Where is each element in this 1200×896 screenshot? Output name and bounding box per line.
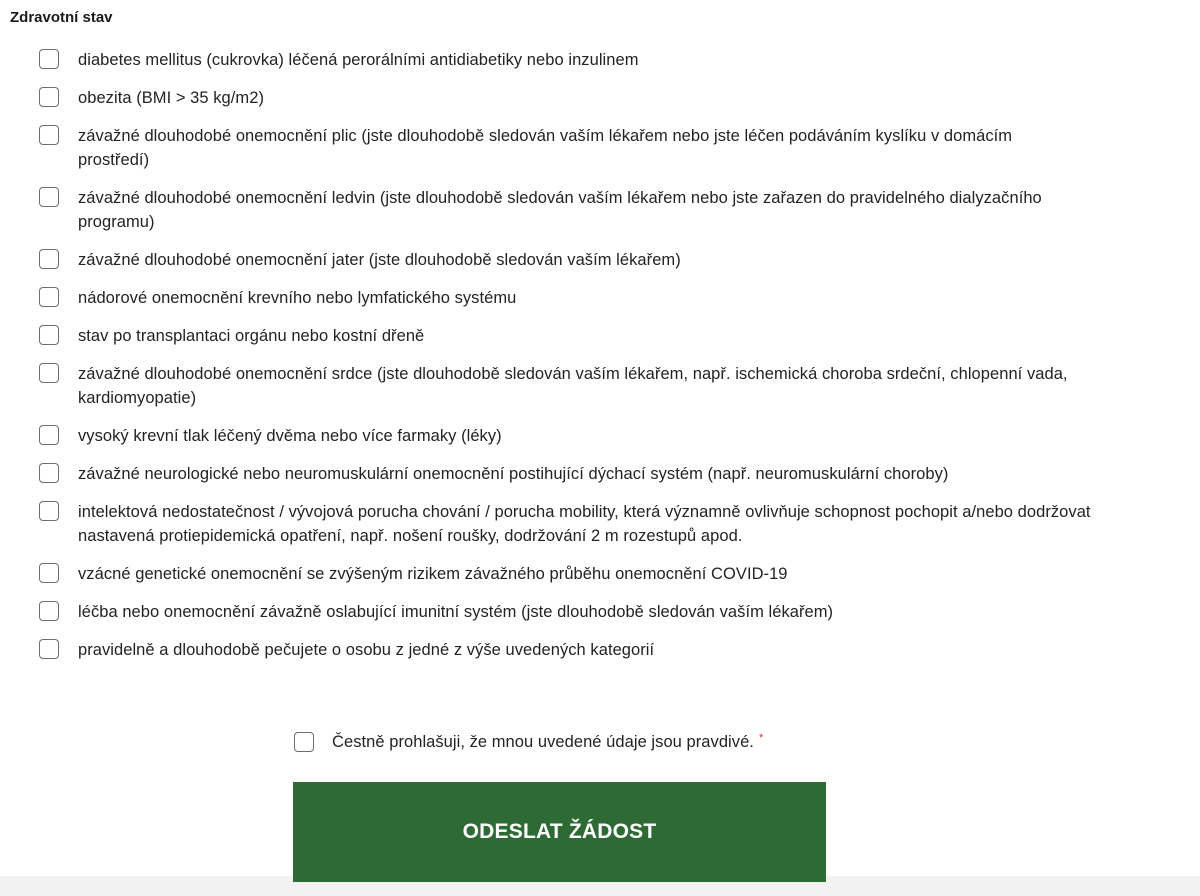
checkbox-liver[interactable] — [39, 249, 59, 269]
condition-label: závažné dlouhodobé onemocnění srdce (jste dlouhodobě sledován vaším lékařem, např. ischemická choroba srdeční, chlopenní vada, kardiomyopatie) — [78, 365, 1068, 407]
condition-label: intelektová nedostatečnost / vývojová porucha chování / porucha mobility, která významně ovlivňuje schopnost pochopit a/nebo dodržovat nastavená protiepidemická opatření, např. nošení roušky, dodržování 2 m rozestupů apod. — [78, 503, 1091, 545]
checkbox-caregiver[interactable] — [39, 639, 59, 659]
condition-item-hypertension[interactable] — [39, 424, 1149, 448]
condition-label: závažné neurologické nebo neuromuskulární onemocnění postihující dýchací systém (např. neuromuskulární choroby) — [78, 465, 949, 483]
checkbox-intellectual[interactable] — [39, 501, 59, 521]
required-mark: * — [758, 732, 764, 744]
condition-item-genetic[interactable] — [39, 562, 1149, 586]
submit-request-button[interactable]: ODESLAT ŽÁDOST — [293, 782, 826, 882]
condition-label: závažné dlouhodobé onemocnění ledvin (jste dlouhodobě sledován vaším lékařem nebo jste zařazen do pravidelného dialyzačního programu) — [78, 189, 1042, 231]
checkbox-kidneys[interactable] — [39, 187, 59, 207]
checkbox-diabetes[interactable] — [39, 49, 59, 69]
condition-label: závažné dlouhodobé onemocnění plic (jste dlouhodobě sledován vaším lékařem nebo jste léčen podáváním kyslíku v domácím prostředí) — [78, 127, 1013, 169]
checkbox-obesity[interactable] — [39, 87, 59, 107]
condition-item-intellectual[interactable] — [39, 500, 1149, 548]
condition-item-lungs[interactable] — [39, 124, 1149, 172]
checkbox-lungs[interactable] — [39, 125, 59, 145]
checkbox-declaration[interactable] — [294, 732, 314, 752]
checkbox-heart[interactable] — [39, 363, 59, 383]
checkbox-immune[interactable] — [39, 601, 59, 621]
checkbox-neurological[interactable] — [39, 463, 59, 483]
condition-item-obesity[interactable] — [39, 86, 1149, 110]
condition-item-caregiver[interactable] — [39, 638, 1149, 662]
condition-label: závažné dlouhodobé onemocnění jater (jste dlouhodobě sledován vaším lékařem) — [78, 251, 681, 269]
condition-label: stav po transplantaci orgánu nebo kostní dřeně — [78, 327, 425, 345]
condition-item-kidneys[interactable] — [39, 186, 1149, 234]
checkbox-cancer[interactable] — [39, 287, 59, 307]
condition-item-cancer[interactable] — [39, 286, 1149, 310]
condition-item-immune[interactable] — [39, 600, 1149, 624]
condition-item-diabetes[interactable] — [39, 48, 1149, 72]
condition-label: vysoký krevní tlak léčený dvěma nebo více farmaky (léky) — [78, 427, 502, 445]
checkbox-transplant[interactable] — [39, 325, 59, 345]
condition-item-neurological[interactable] — [39, 462, 1149, 486]
condition-label: léčba nebo onemocnění závažně oslabující imunitní systém (jste dlouhodobě sledován vaším lékařem) — [78, 603, 834, 621]
condition-label: pravidelně a dlouhodobě pečujete o osobu z jedné z výše uvedených kategorií — [78, 641, 655, 659]
condition-item-transplant[interactable] — [39, 324, 1149, 348]
condition-label: diabetes mellitus (cukrovka) léčená perorálními antidiabetiky nebo inzulinem — [78, 51, 639, 69]
condition-label: nádorové onemocnění krevního nebo lymfatického systému — [78, 289, 517, 307]
declaration-checkbox-row[interactable] — [294, 730, 763, 754]
condition-label: obezita (BMI > 35 kg/m2) — [78, 89, 264, 107]
checkbox-genetic[interactable] — [39, 563, 59, 583]
checkbox-hypertension[interactable] — [39, 425, 59, 445]
condition-item-heart[interactable] — [39, 362, 1149, 410]
condition-list — [39, 48, 1149, 662]
declaration-label: Čestně prohlašuji, že mnou uvedené údaje jsou pravdivé. — [332, 733, 754, 751]
condition-item-liver[interactable] — [39, 248, 1149, 272]
condition-label: vzácné genetické onemocnění se zvýšeným rizikem závažného průběhu onemocnění COVID-19 — [78, 565, 788, 583]
section-title: Zdravotní stav — [10, 9, 113, 26]
